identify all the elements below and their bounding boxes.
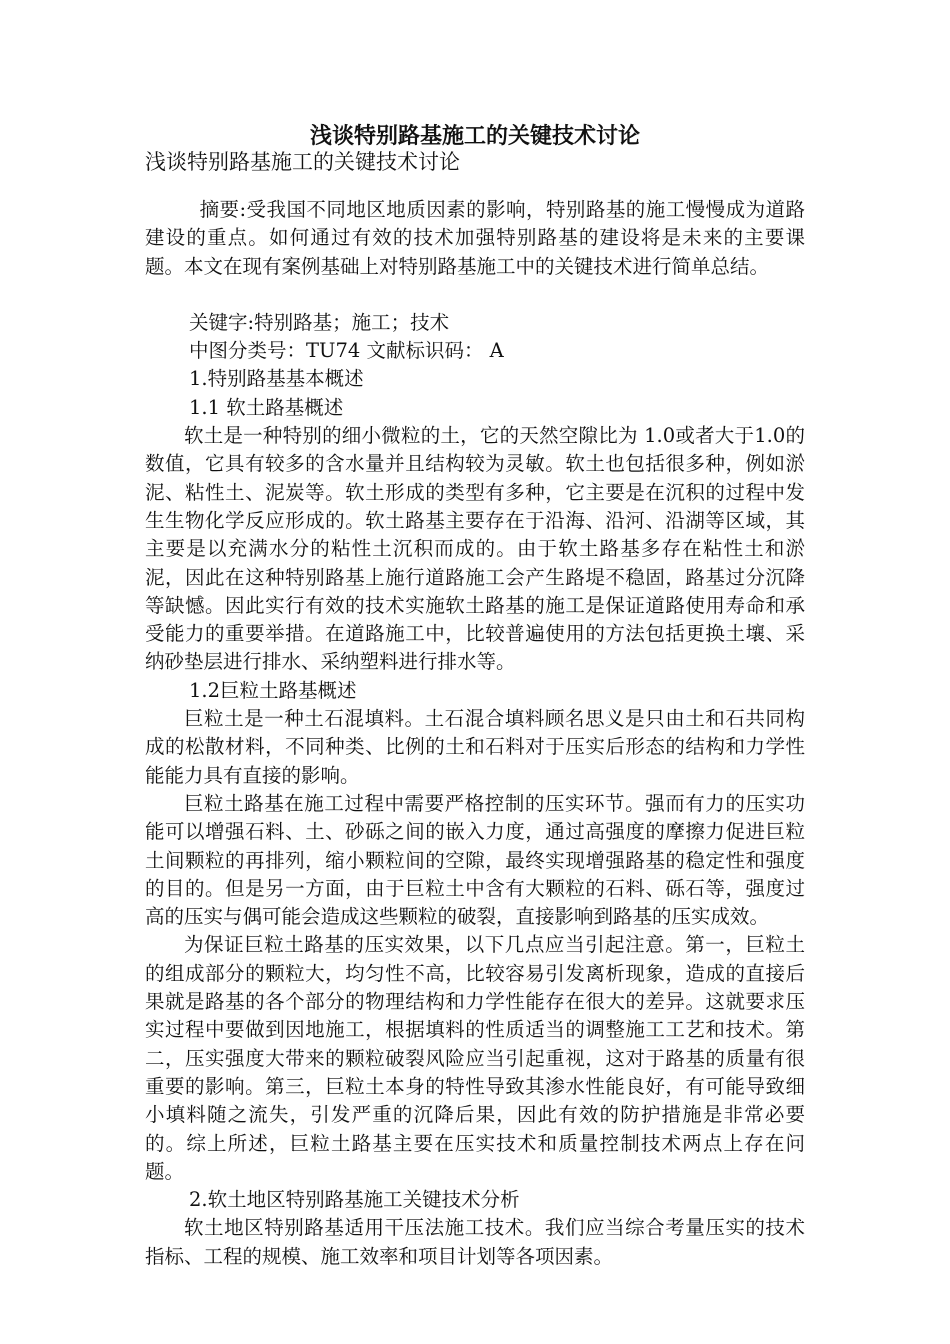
section-1-heading: 1.特别路基基本概述 — [189, 367, 364, 391]
section-2-heading: 2.软土地区特别路基施工关键技术分析 — [189, 1188, 520, 1212]
keywords-line: 关键字:特别路基；施工；技术 — [189, 310, 450, 334]
section-1-1-heading: 1.1 软土路基概述 — [189, 395, 344, 419]
document-body — [145, 196, 805, 1271]
section-1-2-paragraph-2: 巨粒土路基在施工过程中需要严格控制的压实环节。强而有力的压实功能可以增强石料、土、砂砾之间的嵌入力度，通过高强度的摩擦力促进巨粒土间颗粒的再排列，缩小颗粒间的空隙，最终实现增强路基的稳定性和强度的目的。但是另一方面，由于巨粒土中含有大颗粒的石料、砾石等，强度过高的压实与偶可能会造成这些颗粒的破裂，直接影响到路基的压实成效。 — [145, 791, 805, 929]
document-subtitle: 浅谈特别路基施工的关键技术讨论 — [145, 150, 460, 174]
section-1-1-paragraph: 软土是一种特别的细小微粒的土，它的天然空隙比为 1.0或者大于1.0的数值，它具有较多的含水量并且结构较为灵敏。软土也包括很多种，例如淤泥、粘性土、泥炭等。软土形成的类型有多种，它主要是在沉积的过程中发生生物化学反应形成的。软土路基主要存在于沿海、沿河、沿湖等区域，其主要是以充满水分的粘性土沉积而成的。由于软土路基多存在粘性土和淤泥，因此在这种特别路基上施行道路施工会产生路堤不稳固，路基过分沉降等缺憾。因此实行有效的技术实施软土路基的施工是保证道路使用寿命和承受能力的重要举措。在道路施工中，比较普遍使用的方法包括更换土壤、采纳砂垫层进行排水、采纳塑料进行排水等。 — [145, 424, 805, 674]
section-1-2-paragraph-1: 巨粒土是一种土石混填料。土石混合填料顾名思义是只由土和石共同构成的松散材料，不同种类、比例的土和石料对于压实后形态的结构和力学性能能力具有直接的影响。 — [145, 707, 805, 787]
section-2-paragraph: 软土地区特别路基适用干压法施工技术。我们应当综合考量压实的技术指标、工程的规模、施工效率和项目计划等各项因素。 — [145, 1216, 805, 1268]
document-title: 浅谈特别路基施工的关键技术讨论 — [309, 123, 640, 149]
section-1-2-heading: 1.2巨粒土路基概述 — [189, 678, 357, 702]
section-1-2-paragraph-3: 为保证巨粒土路基的压实效果，以下几点应当引起注意。第一，巨粒土的组成部分的颗粒大，均匀性不高，比较容易引发离析现象，造成的直接后果就是路基的各个部分的物理结构和力学性能存在很大的差异。这就要求压实过程中要做到因地施工，根据填料的性质适当的调整施工工艺和技术。第二，压实强度大带来的颗粒破裂风险应当引起重视，这对于路基的质量有很重要的影响。第三，巨粒土本身的特性导致其渗水性能良好，有可能导致细小填料随之流失，引发严重的沉降后果，因此有效的防护措施是非常必要的。综上所述，巨粒土路基主要在压实技术和质量控制技术两点上存在问题。 — [145, 933, 805, 1183]
abstract-paragraph: 摘要:受我国不同地区地质因素的影响，特别路基的施工慢慢成为道路建设的重点。如何通过有效的技术加强特别路基的建设将是未来的主要课题。本文在现有案例基础上对特别路基施工中的关键技术进行简单总结。 — [145, 198, 805, 278]
classification-line: 中图分类号：TU74 文献标识码： A — [189, 339, 504, 363]
